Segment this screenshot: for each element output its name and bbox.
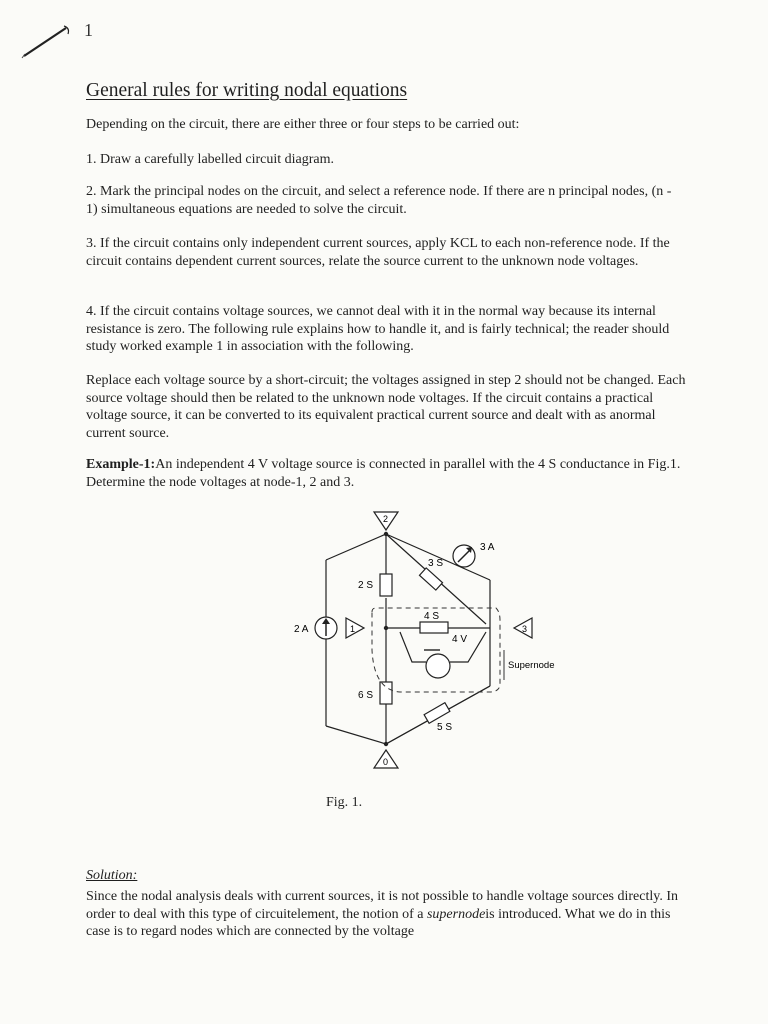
label-4s: 4 S — [424, 611, 440, 622]
resistor-6s — [380, 682, 392, 704]
resistor-2s — [380, 574, 392, 596]
step-3: 3. If the circuit contains only independent current sources, apply KCL to each non-reference node. If the circuit contains dependent current sources, relate the source current to the unknown node voltages. — [86, 236, 670, 269]
figure-caption: Fig. 1. — [326, 795, 363, 810]
supernode-term: supernode — [426, 906, 486, 922]
solution-text-end: is introduced. What we do in this case is to regard nodes which are connected by the voltage — [86, 906, 671, 939]
node-1-label: 1 — [350, 624, 356, 634]
resistor-4s — [420, 622, 448, 633]
node-1-marker — [346, 618, 364, 638]
resistor-5s — [424, 703, 450, 724]
label-3s: 3 S — [428, 558, 444, 569]
wire-node2-left — [326, 534, 386, 560]
example-text: An independent 4 V voltage source is connected in parallel with the 4 S conductance in Fig.1. Determine the node voltages at node-1, 2 and 3. — [86, 457, 681, 490]
step-4: 4. If the circuit contains voltage sources, we cannot deal with it in the normal way because its internal resistance is zero. The following rule explains how to handle it, and is fairly technical; the reader should study worked example 1 in association with the following. — [86, 304, 670, 354]
page-number: 1 — [84, 20, 93, 40]
solution-heading: Solution: — [86, 868, 138, 883]
example-paragraph — [86, 456, 686, 491]
step-1: 1. Draw a carefully labelled circuit diagram. — [86, 152, 334, 167]
node-2-label: 2 — [383, 514, 389, 524]
node-2-marker — [374, 512, 398, 530]
label-5s: 5 S — [437, 722, 453, 733]
replace-paragraph: Replace each voltage source by a short-circuit; the voltages assigned in step 2 should not be changed. Each source voltage should then be related to the unknown node voltages. If the circuit contains a practical voltage source, it can be converted to its equivalent practical current source and dealt with as anormal current source. — [86, 373, 686, 441]
intro-text: Depending on the circuit, there are either three or four steps to be carried out: — [86, 117, 520, 132]
label-2a: 2 A — [294, 624, 309, 635]
circuit-figure — [294, 500, 600, 790]
voltage-source-4v — [426, 654, 450, 678]
resistor-3s — [419, 568, 442, 590]
solution-text — [86, 888, 686, 941]
label-3a: 3 A — [480, 542, 495, 553]
label-4v: 4 V — [452, 634, 468, 645]
label-2s: 2 S — [358, 580, 374, 591]
pen-mark — [18, 22, 78, 62]
example-label: Example-1: — [86, 457, 156, 472]
label-6s: 6 S — [358, 690, 374, 701]
label-supernode: Supernode — [508, 660, 555, 671]
solution-text-start: Since the nodal analysis deals with current sources, it is not possible to handle voltage sources directly. In order to deal with this type of circuitelement, the notion of a — [86, 889, 679, 922]
wire-left-bottom — [326, 726, 386, 744]
step-2: 2. Mark the principal nodes on the circuit, and select a reference node. If there are n principal nodes, (n - 1) simultaneous equations are needed to solve the circuit. — [86, 184, 672, 217]
node-0-label: 0 — [383, 757, 389, 767]
node-3-marker — [514, 618, 532, 638]
node-0-marker — [374, 750, 398, 768]
node-3-label: 3 — [522, 624, 528, 634]
page-title: General rules for writing nodal equations — [86, 80, 408, 101]
